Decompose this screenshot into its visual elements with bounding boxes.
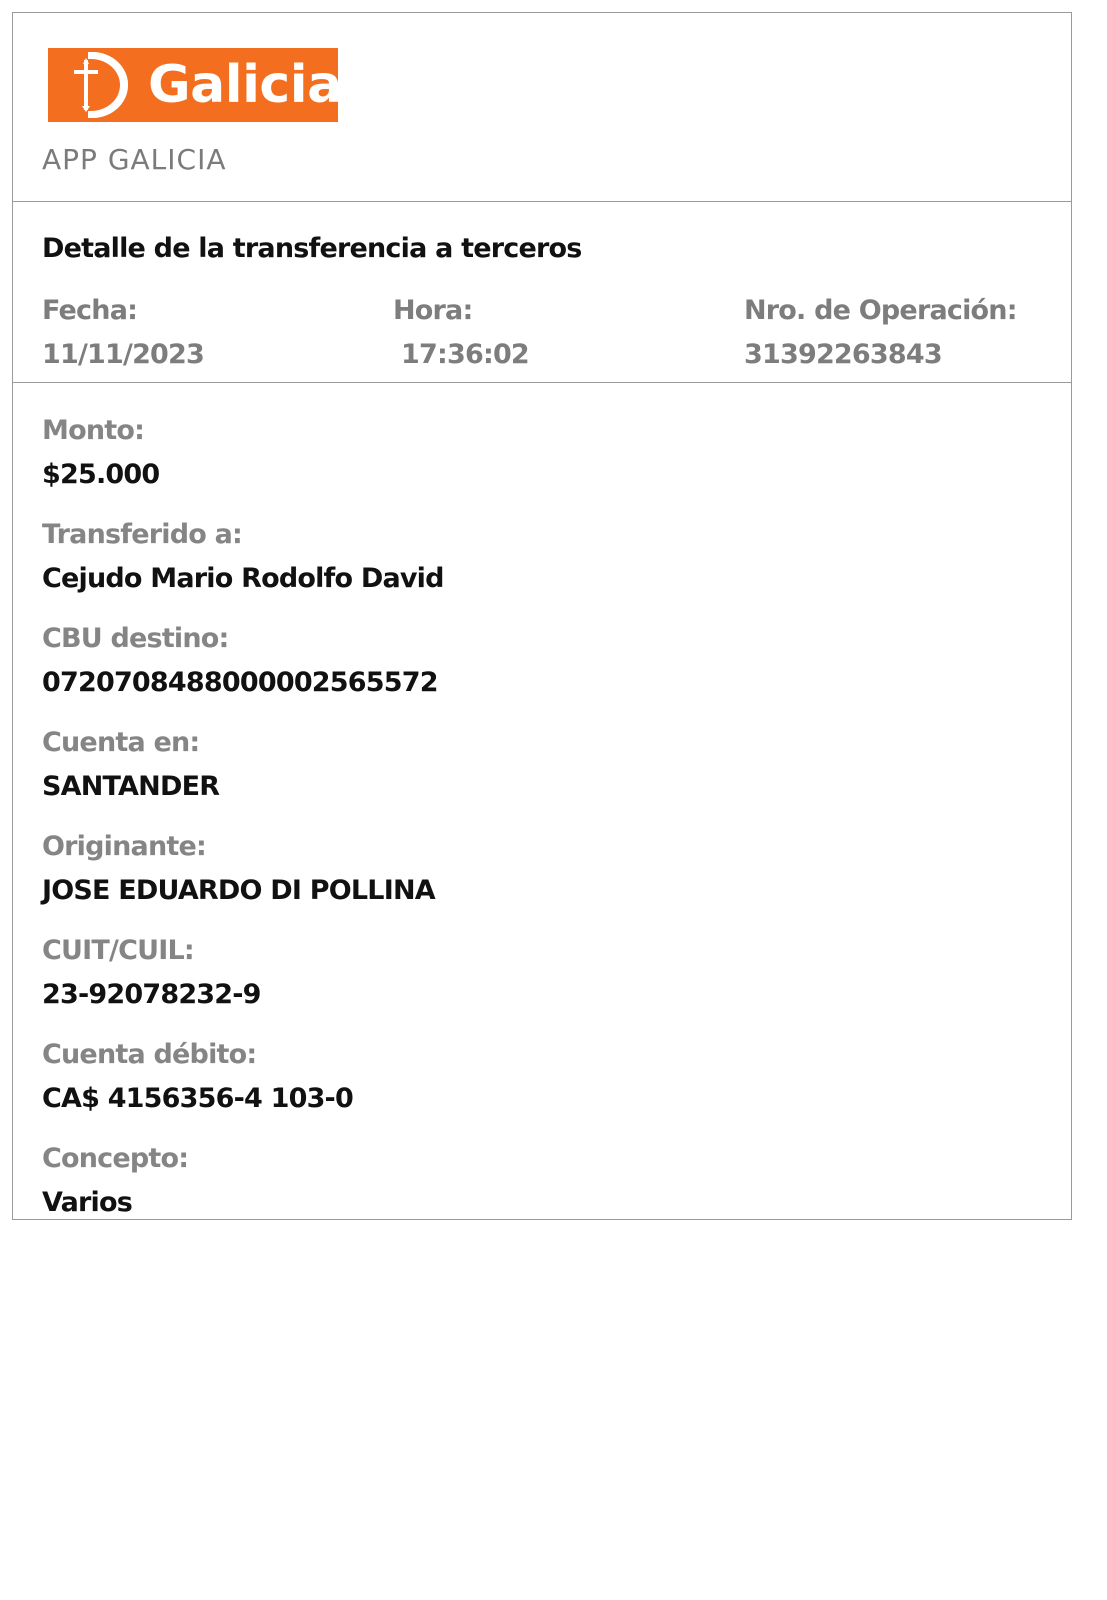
app-name: APP GALICIA <box>42 143 227 176</box>
originante-field <box>42 829 444 933</box>
monto-field <box>42 413 444 517</box>
operation-number-label: Nro. de Operación: <box>744 295 1017 326</box>
cbu-value: 0720708488000002565572 <box>42 667 438 698</box>
cuit-value: 23-92078232-9 <box>42 979 261 1010</box>
transfer-details <box>42 413 444 1245</box>
cuenta-debito-label: Cuenta débito: <box>42 1039 257 1070</box>
cuenta-debito-field <box>42 1037 444 1141</box>
cuit-field <box>42 933 444 1037</box>
receipt-header <box>13 13 1071 202</box>
hora-label: Hora: <box>393 295 473 326</box>
hora-column <box>393 293 529 373</box>
cbu-label: CBU destino: <box>42 623 229 654</box>
transferido-label: Transferido a: <box>42 519 243 550</box>
originante-label: Originante: <box>42 831 206 862</box>
cuenta-en-field <box>42 725 444 829</box>
summary-title: Detalle de la transferencia a terceros <box>42 233 582 264</box>
transferido-field <box>42 517 444 621</box>
cuit-label: CUIT/CUIL: <box>42 935 194 966</box>
fecha-column <box>42 293 204 373</box>
fecha-label: Fecha: <box>42 295 138 326</box>
concepto-field <box>42 1141 444 1245</box>
monto-value: $25.000 <box>42 459 160 490</box>
logo-text: Galicia <box>148 55 342 115</box>
cuenta-en-value: SANTANDER <box>42 771 220 802</box>
monto-label: Monto: <box>42 415 145 446</box>
transfer-summary <box>13 201 1071 383</box>
concepto-value: Varios <box>42 1187 133 1218</box>
hora-value: 17:36:02 <box>401 339 529 370</box>
operation-number-column <box>744 293 1017 373</box>
concepto-label: Concepto: <box>42 1143 189 1174</box>
cuenta-debito-value: CA$ 4156356-4 103-0 <box>42 1083 353 1114</box>
transfer-receipt <box>12 12 1072 1220</box>
operation-number-value: 31392263843 <box>744 339 942 370</box>
transferido-value: Cejudo Mario Rodolfo David <box>42 563 444 594</box>
cbu-field <box>42 621 444 725</box>
cuenta-en-label: Cuenta en: <box>42 727 200 758</box>
originante-value: JOSE EDUARDO DI POLLINA <box>42 875 435 906</box>
galicia-logo <box>48 48 342 122</box>
fecha-value: 11/11/2023 <box>42 339 205 370</box>
